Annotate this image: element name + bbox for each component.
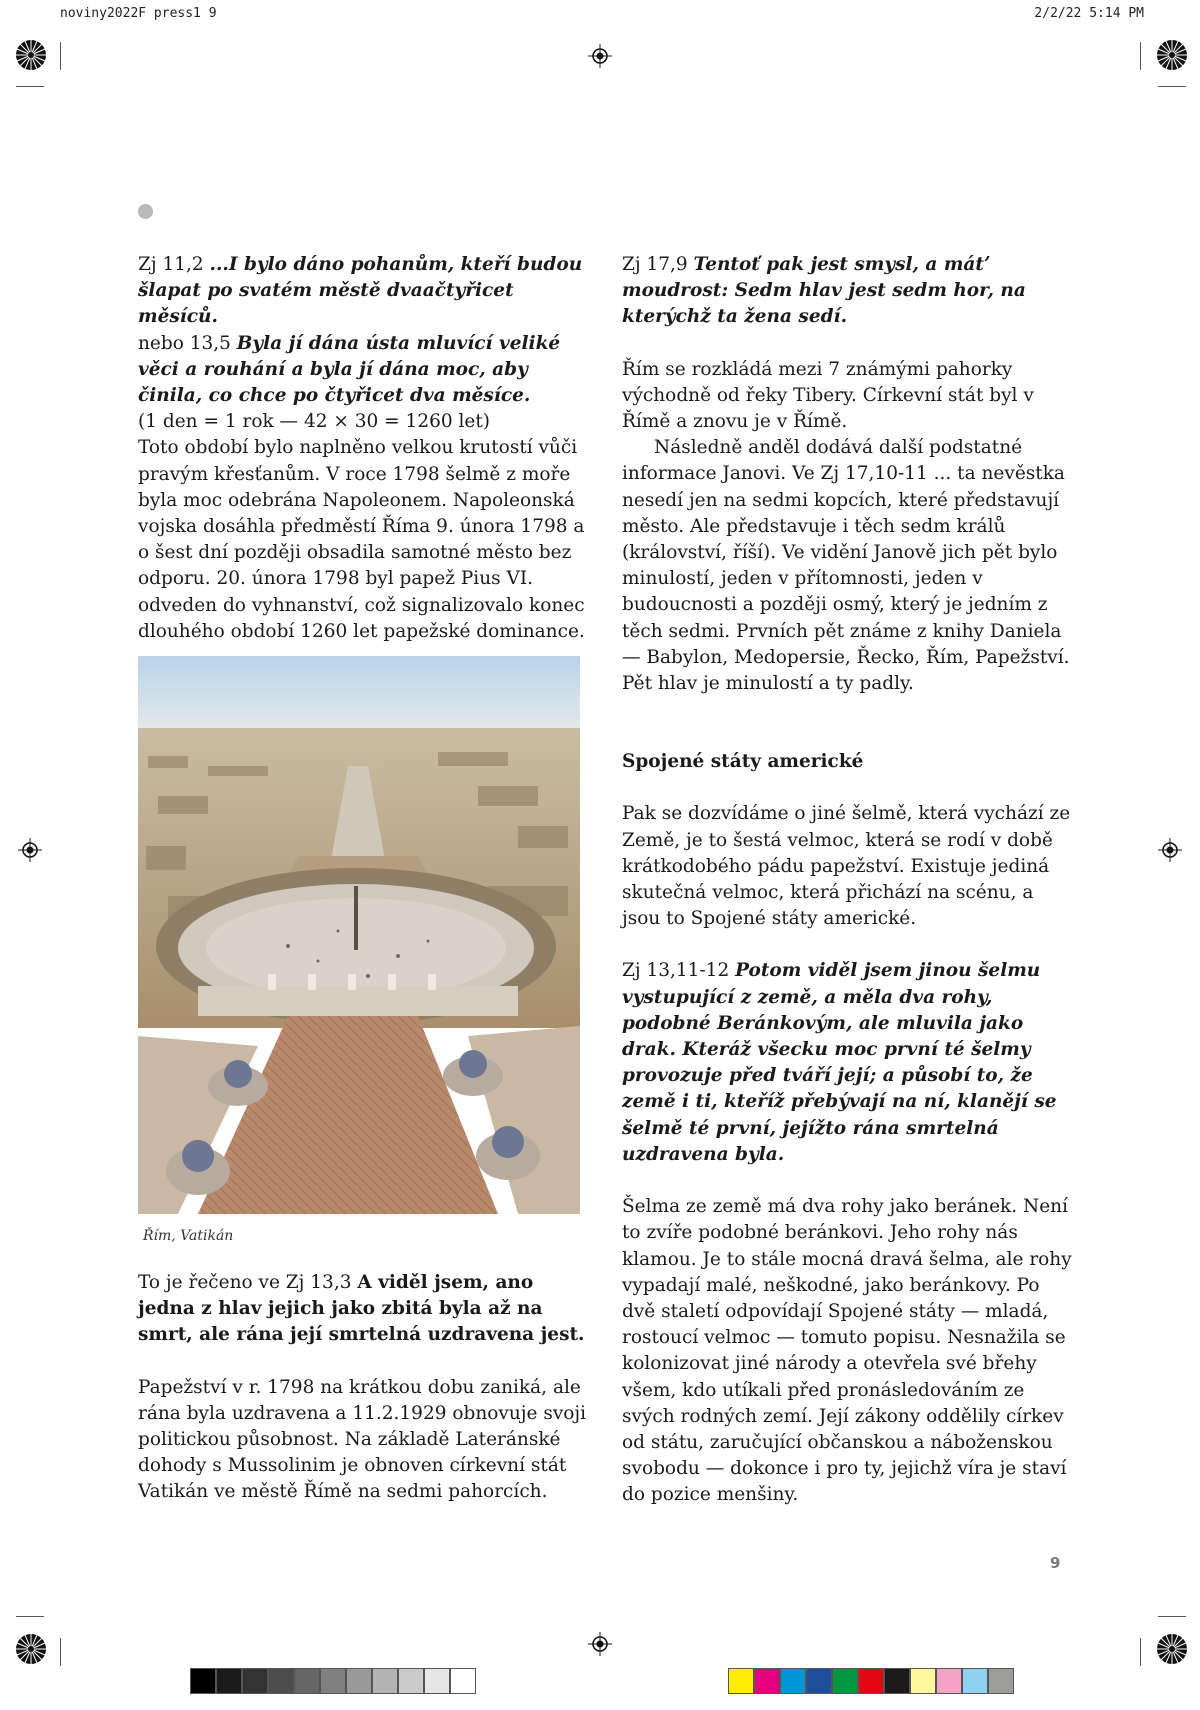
registration-starburst-icon bbox=[14, 38, 48, 72]
color-swatch bbox=[294, 1668, 320, 1694]
color-swatch bbox=[988, 1668, 1014, 1694]
verse-paragraph bbox=[138, 331, 588, 410]
gray-color-bar bbox=[190, 1668, 476, 1694]
color-swatch bbox=[372, 1668, 398, 1694]
right-column bbox=[622, 252, 1072, 1509]
verse-reference: Zj 11,2 bbox=[138, 254, 210, 275]
color-swatch bbox=[320, 1668, 346, 1694]
color-swatch bbox=[910, 1668, 936, 1694]
color-swatch bbox=[268, 1668, 294, 1694]
crop-mark bbox=[60, 1638, 61, 1666]
color-swatch bbox=[962, 1668, 988, 1694]
verse-paragraph bbox=[138, 252, 588, 331]
crop-mark bbox=[16, 1616, 44, 1617]
verse-reference: nebo 13,5 bbox=[138, 332, 237, 354]
registration-target-icon bbox=[588, 44, 612, 68]
color-swatch bbox=[884, 1668, 910, 1694]
verse-reference: Zj 17,9 bbox=[622, 254, 694, 275]
slug-filename: noviny2022F press1 9 bbox=[60, 6, 217, 21]
body-paragraph: (1 den = 1 rok — 42 × 30 = 1260 let) bbox=[138, 411, 491, 433]
verse-paragraph bbox=[622, 958, 1072, 1168]
registration-target-icon bbox=[1158, 838, 1182, 862]
verse-quote: ...I bylo dáno pohanům, kteří budou šlapat po svatém městě dvaačtyřicet měsíců. bbox=[138, 254, 583, 328]
color-swatch bbox=[424, 1668, 450, 1694]
vatican-photo bbox=[138, 656, 580, 1214]
body-paragraph: Pak se dozvídáme o jiné šelmě, která vychází ze Země, je to šestá velmoc, která se rodí v době krátkodobého pádu papežství. Existuje jediná skutečná velmoc, která přichází na scénu, a jsou to Spojené státy americké. bbox=[622, 803, 1071, 930]
color-swatch bbox=[780, 1668, 806, 1694]
verse-reference: To je řečeno ve Zj 13,3 bbox=[138, 1272, 358, 1293]
decorative-dot bbox=[138, 204, 153, 219]
crop-mark bbox=[1158, 86, 1186, 87]
section-heading: Spojené státy americké bbox=[622, 751, 864, 773]
registration-target-icon bbox=[588, 1632, 612, 1656]
slug-datetime: 2/2/22 5:14 PM bbox=[1034, 6, 1144, 21]
verse-reference: Zj 13,11-12 bbox=[622, 960, 736, 982]
verse-quote: Byla jí dána ústa mluvící veliké věci a rouhání a byla jí dána moc, aby činila, co chce po čtyřicet dva měsíce. bbox=[138, 332, 561, 407]
registration-starburst-icon bbox=[1155, 1632, 1189, 1666]
color-swatch bbox=[806, 1668, 832, 1694]
registration-starburst-icon bbox=[14, 1632, 48, 1666]
color-swatch bbox=[216, 1668, 242, 1694]
crop-mark bbox=[1140, 42, 1141, 70]
body-paragraph: Toto období bylo naplněno velkou krutostí vůči pravým křesťanům. V roce 1798 šelmě z moře byla moc odebrána Napoleonem. Napoleonská vojska dosáhla předměstí Říma 9. února 1798 a o šest dní později obsadila samotné město bez odporu. 20. února 1798 byl papež Pius VI. odveden do vyhnanství, což signalizovalo konec dlouhého období 1260 let papežské dominance. bbox=[138, 437, 585, 642]
color-swatch bbox=[832, 1668, 858, 1694]
color-swatch bbox=[346, 1668, 372, 1694]
verse-paragraph bbox=[622, 252, 1072, 331]
body-paragraph: Papežství v r. 1798 na krátkou dobu zaniká, ale rána byla uzdravena a 11.2.1929 obnovuje svoji politickou působnost. Na základě Lateránské dohody s Mussolinim je obnoven církevní stát Vatikán ve městě Římě na sedmi pahorcích. bbox=[138, 1376, 587, 1503]
color-swatch bbox=[190, 1668, 216, 1694]
color-swatch bbox=[728, 1668, 754, 1694]
verse-quote: Potom viděl jsem jinou šelmu vystupující z země, a měla dva rohy, podobné Beránkovým, ale mluvila jako drak. Kteráž všecku moc první té šelmy provozuje před tváří její; a působí to, že země i ti, kteříž přebývají na ní, klanějí se šelmě té první, jejížto rána smrtelná uzdravena byla. bbox=[622, 960, 1057, 1165]
color-swatch bbox=[754, 1668, 780, 1694]
photo-caption: Řím, Vatikán bbox=[143, 1228, 234, 1244]
process-color-bar bbox=[728, 1668, 1014, 1694]
color-swatch bbox=[858, 1668, 884, 1694]
registration-starburst-icon bbox=[1155, 38, 1189, 72]
color-swatch bbox=[450, 1668, 476, 1694]
verse-quote: Tentoť pak jest smysl, a mátʼ moudrost: Sedm hlav jest sedm hor, na kterýchž ta žena sedí. bbox=[622, 254, 1026, 328]
left-column bbox=[138, 252, 588, 645]
verse-paragraph bbox=[138, 1270, 588, 1349]
crop-mark bbox=[1140, 1638, 1141, 1666]
page-number: 9 bbox=[1050, 1554, 1061, 1572]
left-lower-text bbox=[138, 1270, 588, 1506]
body-paragraph: Následně anděl dodává další podstatné informace Janovi. Ve Zj 17,10-11 ... ta nevěstka nesedí jen na sedmi kopcích, které představují město. Ale představuje i těch sedm králů (království, říší). Ve vidění Janově jich pět bylo minulostí, jeden v přítomnosti, jeden v budoucnosti a později osmý, který je jedním z těch sedmi. Prvních pět známe z knihy Daniela — Babylon, Medopersie, Řecko, Řím, Papežství. Pět hlav je minulostí a ty padly. bbox=[622, 437, 1070, 695]
body-paragraph: Šelma ze země má dva rohy jako beránek. Není to zvíře podobné beránkovi. Jeho rohy nás klamou. Je to stále mocná dravá šelma, ale rohy vypadají malé, neškodné, jako beránkovy. Po dvě staletí odpovídají Spojené státy — mladá, rostoucí velmoc — tomuto popisu. Nesnažila se kolonizovat jiné národy a otevřela své břehy všem, kdo utíkali před pronásledováním ze svých rodných zemí. Její zákony oddělily církev od státu, zaručující občanskou a náboženskou svobodu — dokonce i pro ty, jejichž víra je staví do pozice menšiny. bbox=[622, 1196, 1072, 1506]
crop-mark bbox=[60, 42, 61, 70]
verse-quote: A viděl jsem, ano jedna z hlav jejich jako zbitá byla až na smrt, ale rána její smrtelná uzdravena jest. bbox=[138, 1272, 585, 1346]
color-swatch bbox=[242, 1668, 268, 1694]
body-paragraph: Řím se rozkládá mezi 7 známými pahorky východně od řeky Tibery. Církevní stát byl v Římě a znovu je v Římě. bbox=[622, 358, 1034, 433]
crop-mark bbox=[16, 86, 44, 87]
color-swatch bbox=[398, 1668, 424, 1694]
color-swatch bbox=[936, 1668, 962, 1694]
crop-mark bbox=[1158, 1616, 1186, 1617]
registration-target-icon bbox=[18, 838, 42, 862]
